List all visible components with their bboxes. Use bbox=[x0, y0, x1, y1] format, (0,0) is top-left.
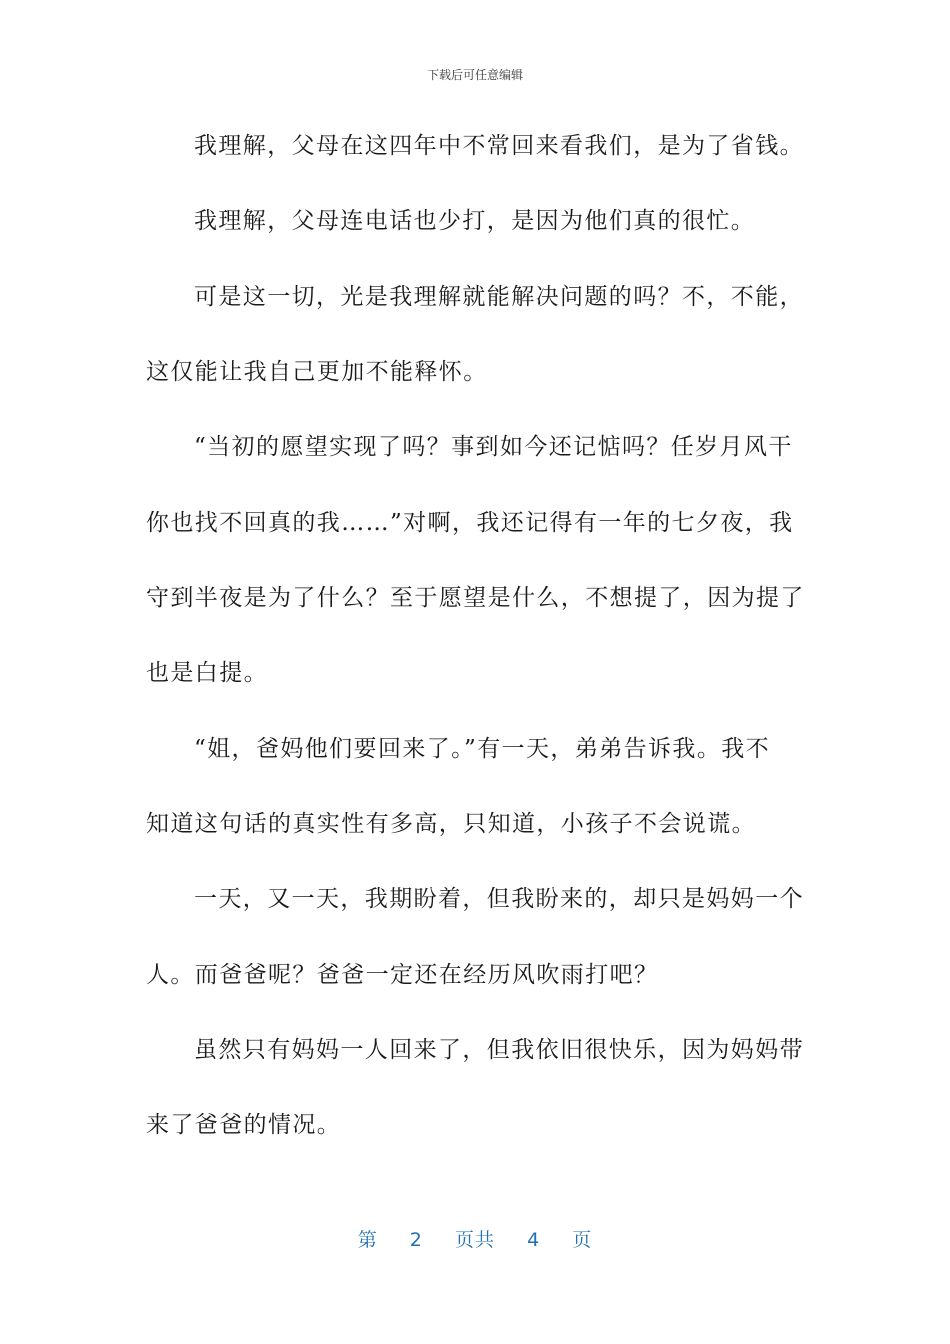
footer-total-pages: 4 bbox=[527, 1229, 541, 1251]
body-line: 来了爸爸的情况。 bbox=[146, 1112, 342, 1138]
footer-prefix: 第 bbox=[357, 1229, 378, 1251]
body-line: 知道这句话的真实性有多高，只知道，小孩子不会说谎。 bbox=[146, 811, 756, 837]
body-line: 可是这一切，光是我理解就能解决问题的吗？不，不能， bbox=[194, 284, 804, 310]
header-text: 下载后可任意编辑 bbox=[426, 68, 523, 82]
body-line: 你也找不回真的我……”对啊，我还记得有一年的七夕夜，我 bbox=[146, 510, 794, 536]
footer-suffix: 页 bbox=[572, 1229, 593, 1251]
body-line: 守到半夜是为了什么？至于愿望是什么，不想提了，因为提了 bbox=[146, 585, 805, 611]
footer-middle: 页共 bbox=[454, 1229, 495, 1251]
body-line: 这仅能让我自己更加不能释怀。 bbox=[146, 359, 488, 385]
body-line: 人。而爸爸呢？爸爸一定还在经历风吹雨打吧？ bbox=[146, 962, 659, 988]
body-line: “姐，爸妈他们要回来了。”有一天，弟弟告诉我。我不 bbox=[194, 736, 771, 762]
body-line: “当初的愿望实现了吗？事到如今还记惦吗？任岁月风干 bbox=[194, 434, 793, 460]
body-line: 我理解，父母连电话也少打，是因为他们真的很忙。 bbox=[194, 208, 756, 234]
footer-current-page: 2 bbox=[409, 1229, 423, 1251]
page-header bbox=[0, 66, 950, 83]
body-line: 虽然只有妈妈一人回来了，但我依旧很快乐，因为妈妈带 bbox=[194, 1037, 804, 1063]
body-line: 我理解，父母在这四年中不常回来看我们，是为了省钱。 bbox=[194, 133, 804, 159]
page-footer bbox=[0, 1225, 950, 1252]
body-line: 一天，又一天，我期盼着，但我盼来的，却只是妈妈一个 bbox=[194, 886, 804, 912]
body-line: 也是白提。 bbox=[146, 660, 268, 686]
